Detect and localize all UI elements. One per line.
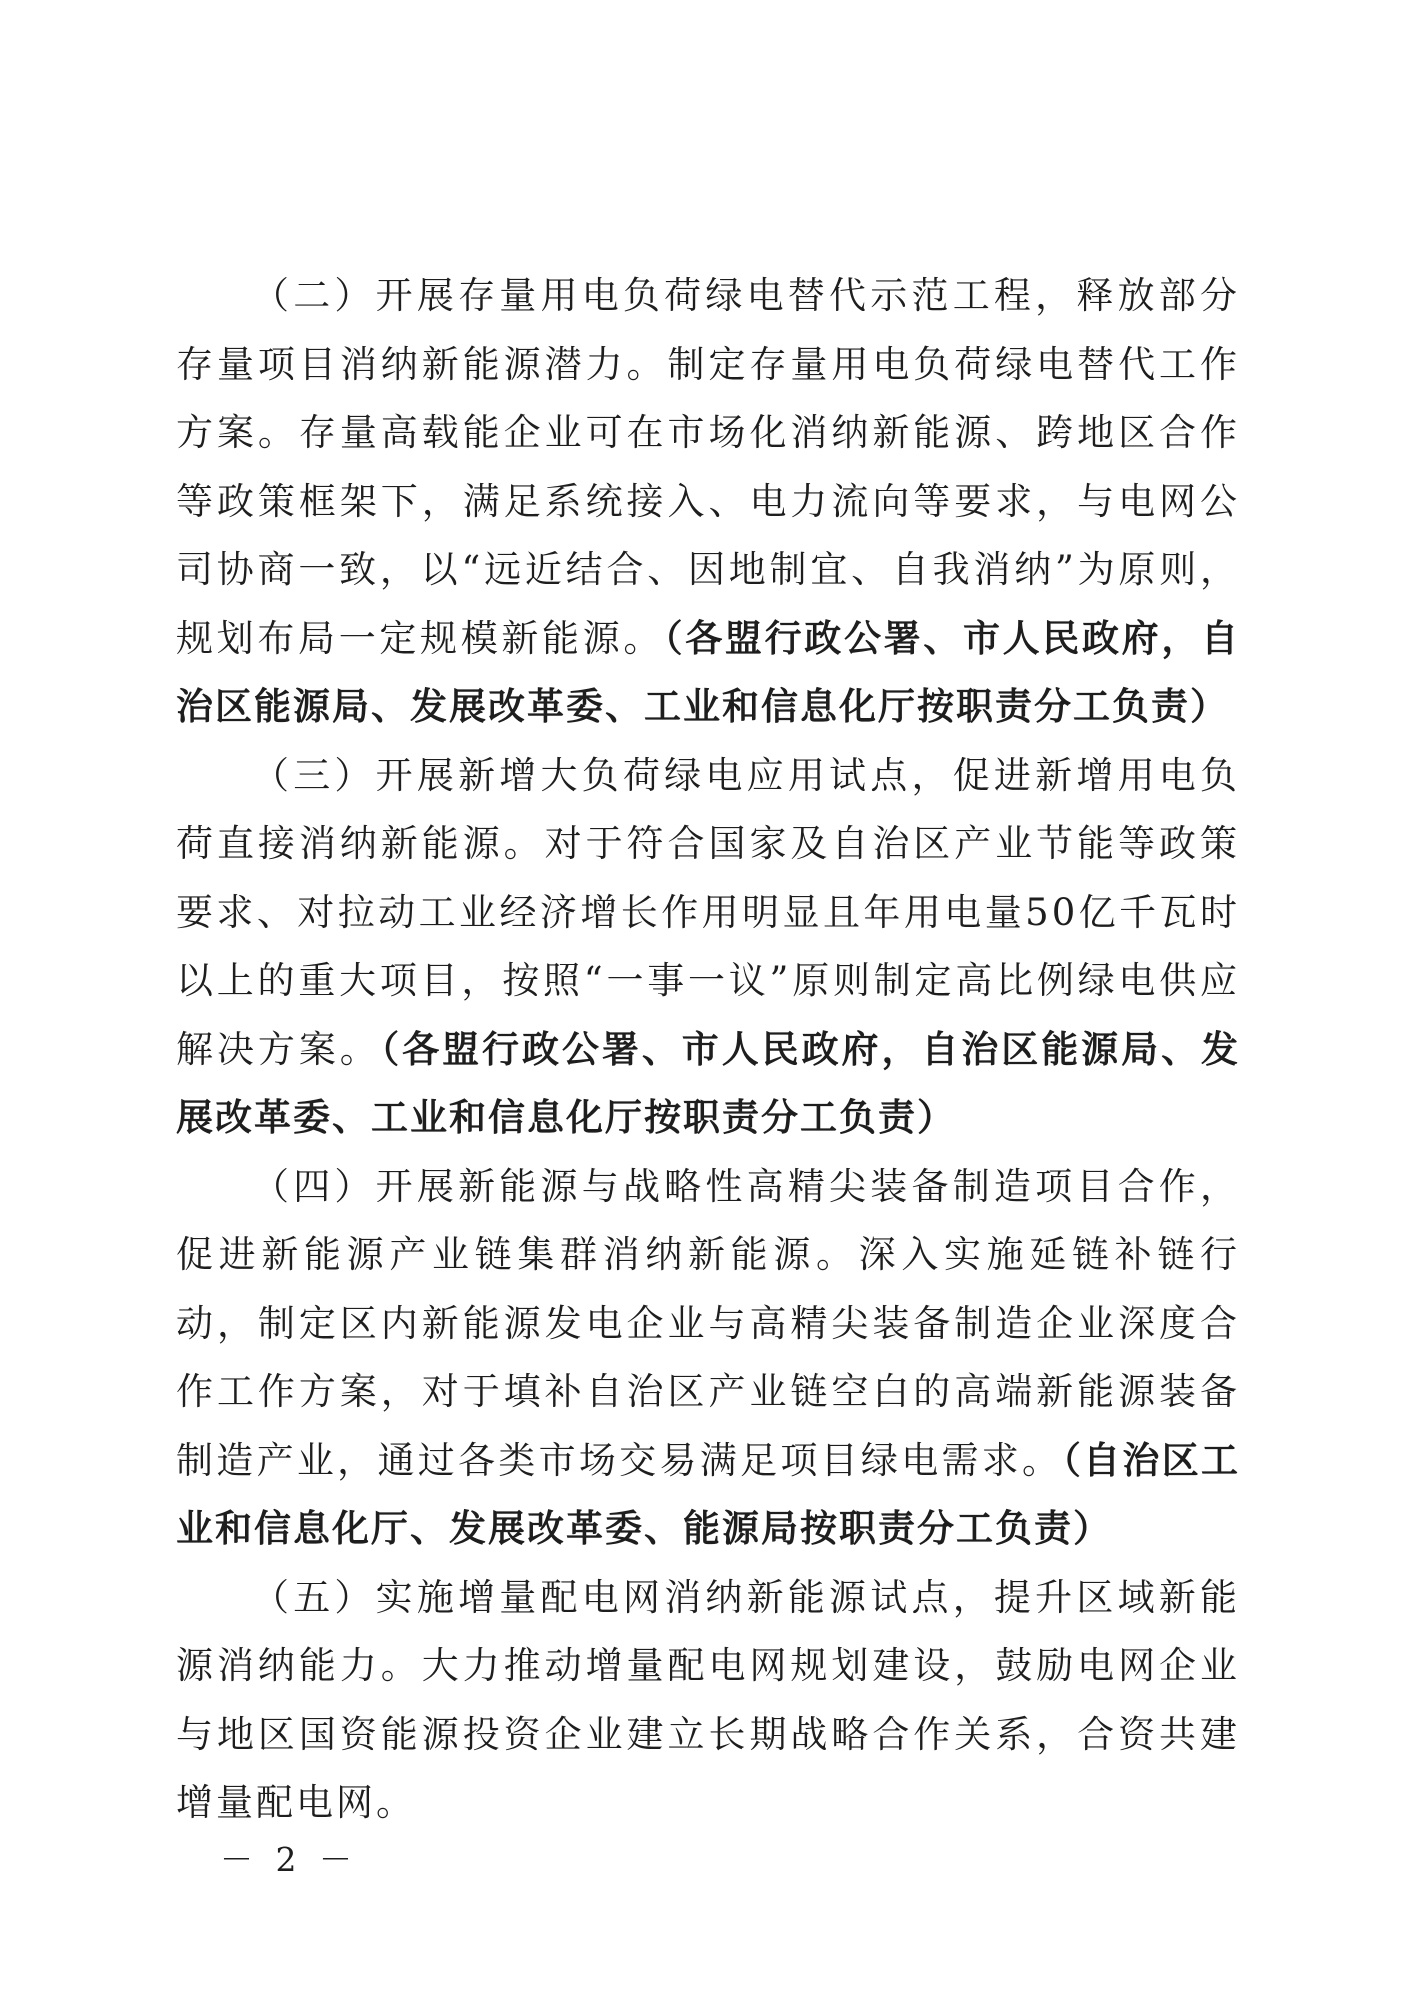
paragraph-text: （三）开展新增大负荷绿电应用试点，促进新增用电负荷直接消纳新能源。对于符合国家及自治区产业节能等政策要求、对拉动工业经济增长作用明显且年用电量50亿千瓦时以上的重大项目，按照“一事一议”原则制定高比例绿电供应解决方案。 (176, 753, 1240, 1071)
page-number: － 2 － (220, 1840, 358, 1879)
responsibility-note: （各盟行政公署、市人民政府，自治区能源局、发展改革委、工业和信息化厅按职责分工负责） (176, 1027, 1241, 1139)
responsibility-note: （自治区工业和信息化厅、发展改革委、能源局按职责分工负责） (176, 1438, 1241, 1550)
document-body (176, 262, 1240, 1838)
responsibility-note: （各盟行政公署、市人民政府，自治区能源局、发展改革委、工业和信息化厅按职责分工负责） (176, 616, 1241, 728)
paragraph-2 (176, 262, 1240, 742)
paragraph-text: （五）实施增量配电网消纳新能源试点，提升区域新能源消纳能力。大力推动增量配电网规划建设，鼓励电网企业与地区国资能源投资企业建立长期战略合作关系，合资共建增量配电网。 (176, 1575, 1240, 1824)
paragraph-5 (176, 1564, 1240, 1838)
paragraph-text: （四）开展新能源与战略性高精尖装备制造项目合作，促进新能源产业链集群消纳新能源。深入实施延链补链行动，制定区内新能源发电企业与高精尖装备制造企业深度合作工作方案，对于填补自治区产业链空白的高端新能源装备制造产业，通过各类市场交易满足项目绿电需求。 (176, 1164, 1240, 1482)
paragraph-4 (176, 1153, 1240, 1564)
paragraph-text: （二）开展存量用电负荷绿电替代示范工程，释放部分存量项目消纳新能源潜力。制定存量用电负荷绿电替代工作方案。存量高载能企业可在市场化消纳新能源、跨地区合作等政策框架下，满足系统接入、电力流向等要求，与电网公司协商一致，以“远近结合、因地制宜、自我消纳”为原则，规划布局一定规模新能源。 (176, 274, 1240, 660)
paragraph-3 (176, 742, 1240, 1153)
